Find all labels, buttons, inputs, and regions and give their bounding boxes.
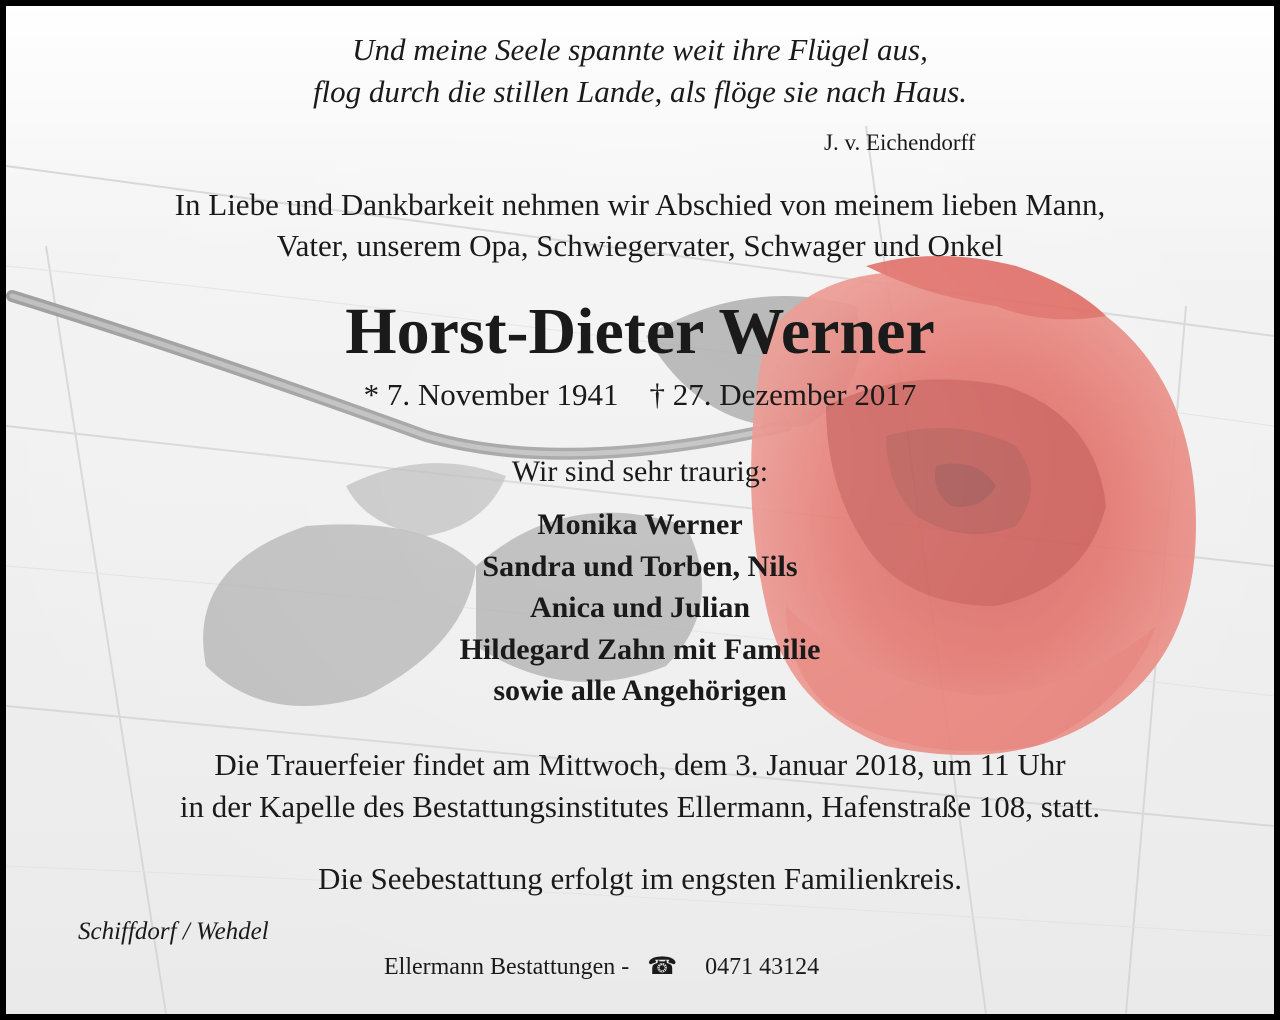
deceased-name: Horst-Dieter Werner xyxy=(345,295,935,368)
mourners-heading: Wir sind sehr traurig: xyxy=(511,455,769,488)
phone-number: 0471 43124 xyxy=(705,954,820,980)
place-name: Schiffdorf / Wehdel xyxy=(78,918,269,945)
undertaker-footer xyxy=(384,952,819,981)
undertaker-name: Ellermann Bestattungen - xyxy=(384,954,630,980)
funeral-line-1: Die Trauerfeier findet am Mittwoch, dem 3. Januar 2018, um 11 Uhr xyxy=(214,747,1066,782)
mourner-name: Hildegard Zahn mit Familie xyxy=(459,633,821,666)
intro-line-1: In Liebe und Dankbarkeit nehmen wir Abschied von meinem lieben Mann, xyxy=(174,187,1106,222)
quote-line-2: flog durch die stillen Lande, als flöge sie nach Haus. xyxy=(312,74,968,109)
mourner-name: Anica und Julian xyxy=(529,591,751,624)
intro-line-2: Vater, unserem Opa, Schwiegervater, Schwager und Onkel xyxy=(276,228,1004,263)
mourner-name: Sandra und Torben, Nils xyxy=(482,550,798,583)
obituary-text xyxy=(6,6,1274,1014)
mourner-name: Monika Werner xyxy=(537,508,743,541)
funeral-line-2: in der Kapelle des Bestattungsinstitutes Ellermann, Hafenstraße 108, statt. xyxy=(179,789,1101,824)
quote-author: J. v. Eichendorff xyxy=(824,130,976,155)
burial-note: Die Seebestattung erfolgt im engsten Familienkreis. xyxy=(318,861,962,896)
obituary-card xyxy=(6,6,1274,1014)
mourner-name: sowie alle Angehörigen xyxy=(493,674,787,707)
telephone-icon: ☎ xyxy=(647,952,678,980)
life-dates: * 7. November 1941 † 27. Dezember 2017 xyxy=(363,377,917,412)
quote-line-1: Und meine Seele spannte weit ihre Flügel aus, xyxy=(352,32,928,67)
